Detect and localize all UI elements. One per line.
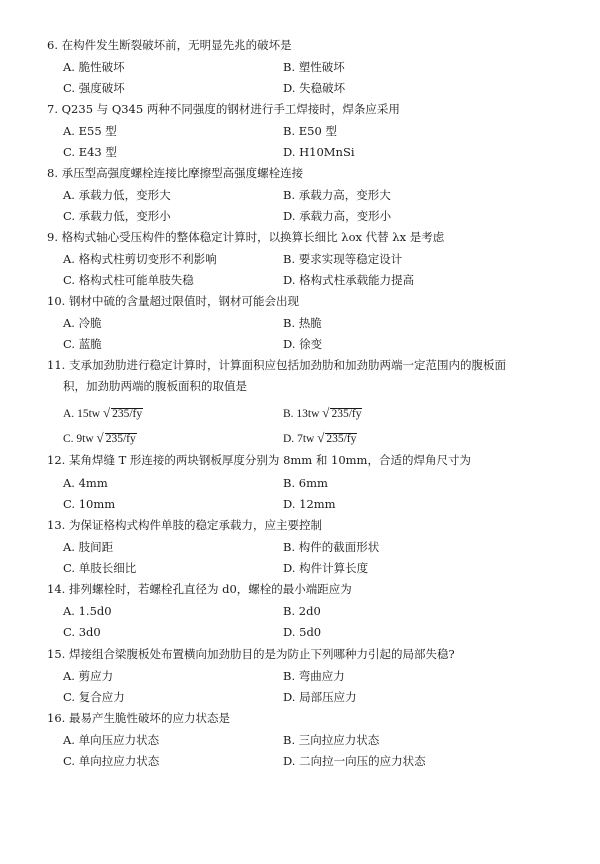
q6-option-a[interactable]: A. 脆性破坏 xyxy=(63,60,125,74)
q12-option-c[interactable]: C. 10mm xyxy=(63,497,116,511)
thickness-symbol: tw xyxy=(307,408,320,420)
q10-option-b[interactable]: B. 热脆 xyxy=(283,316,322,330)
sqrt-icon: √ xyxy=(317,430,325,445)
question-16-stem: 16. 最易产生脆性破坏的应力状态是 xyxy=(47,711,230,725)
sqrt-icon: √ xyxy=(96,430,104,445)
q14-option-b[interactable]: B. 2d0 xyxy=(283,604,321,618)
q12-option-b[interactable]: B. 6mm xyxy=(283,476,328,490)
q14-option-c[interactable]: C. 3d0 xyxy=(63,625,101,639)
q11-option-b[interactable]: B. 13tw √ 235/fy xyxy=(283,405,362,420)
question-11-stem: 11. 支承加劲肋进行稳定计算时，计算面积应包括加劲肋和加劲肋两端一定范围内的腹板面 xyxy=(47,358,506,372)
question-7-stem: 7. Q235 与 Q345 两种不同强度的钢材进行手工焊接时，焊条应采用 xyxy=(47,102,400,116)
q15-option-d[interactable]: D. 局部压应力 xyxy=(283,690,357,704)
question-10-stem: 10. 钢材中硫的含量超过限值时，钢材可能会出现 xyxy=(47,294,299,308)
question-11-stem-cont: 积，加劲肋两端的腹板面积的取值是 xyxy=(63,379,247,393)
q9-option-a[interactable]: A. 格构式柱剪切变形不利影响 xyxy=(63,252,217,266)
question-13-stem: 13. 为保证格构式构件单肢的稳定承载力，应主要控制 xyxy=(47,518,322,532)
q7-option-c[interactable]: C. E43 型 xyxy=(63,145,117,159)
q9-option-c[interactable]: C. 格构式柱可能单肢失稳 xyxy=(63,273,194,287)
q11-option-a[interactable]: A. 15tw √ 235/fy xyxy=(63,405,143,420)
q11-option-c[interactable]: C. 9tw √ 235/fy xyxy=(63,430,136,445)
question-15-stem: 15. 焊接组合梁腹板处布置横向加劲肋目的是为防止下列哪种力引起的局部失稳? xyxy=(47,647,455,661)
q16-option-b[interactable]: B. 三向拉应力状态 xyxy=(283,733,380,747)
q7-option-a[interactable]: A. E55 型 xyxy=(63,124,117,138)
q8-option-d[interactable]: D. 承载力高，变形小 xyxy=(283,209,392,223)
q8-option-b[interactable]: B. 承载力高，变形大 xyxy=(283,188,391,202)
q7-option-b[interactable]: B. E50 型 xyxy=(283,124,337,138)
q9-option-b[interactable]: B. 要求实现等稳定设计 xyxy=(283,252,403,266)
q6-option-c[interactable]: C. 强度破坏 xyxy=(63,81,125,95)
q16-option-c[interactable]: C. 单向拉应力状态 xyxy=(63,754,160,768)
thickness-symbol: tw xyxy=(88,408,101,420)
question-14-stem: 14. 排列螺栓时，若螺栓孔直径为 d0，螺栓的最小端距应为 xyxy=(47,582,352,596)
thickness-symbol: tw xyxy=(82,433,94,445)
question-8-stem: 8. 承压型高强度螺栓连接比摩擦型高强度螺栓连接 xyxy=(47,166,304,180)
q6-option-d[interactable]: D. 失稳破坏 xyxy=(283,81,346,95)
q12-option-a[interactable]: A. 4mm xyxy=(63,476,108,490)
q10-option-d[interactable]: D. 徐变 xyxy=(283,337,323,351)
q6-option-b[interactable]: B. 塑性破坏 xyxy=(283,60,345,74)
q8-option-c[interactable]: C. 承载力低，变形小 xyxy=(63,209,171,223)
q15-option-a[interactable]: A. 剪应力 xyxy=(63,669,114,683)
q12-option-d[interactable]: D. 12mm xyxy=(283,497,336,511)
q7-option-d[interactable]: D. H10MnSi xyxy=(283,145,355,159)
q14-option-d[interactable]: D. 5d0 xyxy=(283,625,322,639)
q13-option-d[interactable]: D. 构件计算长度 xyxy=(283,561,369,575)
q11-option-d[interactable]: D. 7tw √ 235/fy xyxy=(283,430,357,445)
q8-option-a[interactable]: A. 承载力低，变形大 xyxy=(63,188,171,202)
question-12-stem: 12. 某角焊缝 T 形连接的两块钢板厚度分别为 8mm 和 10mm，合适的焊角尺寸为 xyxy=(47,453,471,467)
q13-option-c[interactable]: C. 单肢长细比 xyxy=(63,561,137,575)
sqrt-icon: √ xyxy=(322,405,330,420)
q13-option-b[interactable]: B. 构件的截面形状 xyxy=(283,540,380,554)
q16-option-d[interactable]: D. 二向拉一向压的应力状态 xyxy=(283,754,426,768)
question-6-stem: 6. 在构件发生断裂破坏前，无明显先兆的破坏是 xyxy=(47,38,292,52)
q16-option-a[interactable]: A. 单向压应力状态 xyxy=(63,733,160,747)
q9-option-d[interactable]: D. 格构式柱承载能力提高 xyxy=(283,273,415,287)
q15-option-b[interactable]: B. 弯曲应力 xyxy=(283,669,345,683)
question-9-stem: 9. 格构式轴心受压构件的整体稳定计算时，以换算长细比 λox 代替 λx 是考虑 xyxy=(47,230,445,244)
q14-option-a[interactable]: A. 1.5d0 xyxy=(63,604,112,618)
sqrt-icon: √ xyxy=(102,405,111,420)
q13-option-a[interactable]: A. 肢间距 xyxy=(63,540,114,554)
q15-option-c[interactable]: C. 复合应力 xyxy=(63,690,125,704)
thickness-symbol: tw xyxy=(302,433,315,445)
q10-option-c[interactable]: C. 蓝脆 xyxy=(63,337,102,351)
q10-option-a[interactable]: A. 冷脆 xyxy=(63,316,102,330)
